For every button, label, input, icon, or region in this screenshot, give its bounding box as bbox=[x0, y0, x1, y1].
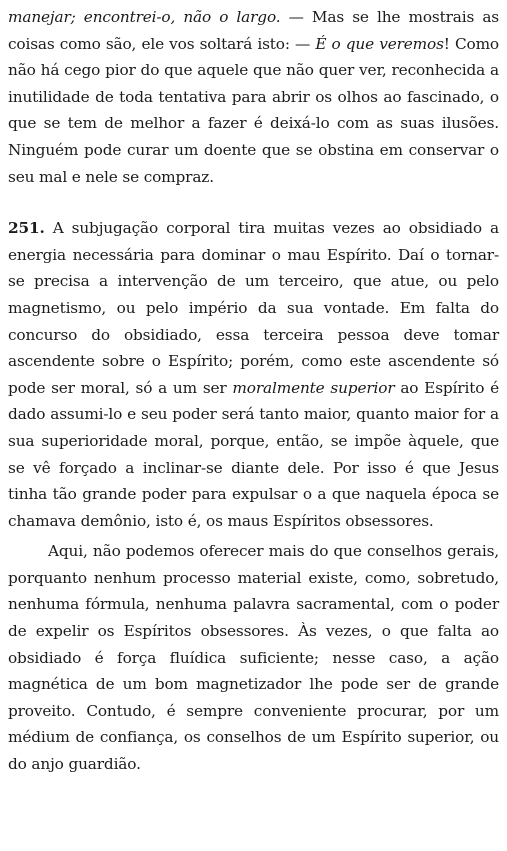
paragraph-text: — Mas se lhe mostrais as coisas como são, ele vos soltará isto: — bbox=[8, 8, 499, 53]
paragraph-text: ! Como não há cego pior do que aquele que não quer ver, reconhecida a inutilidade de toda tentativa para abrir os olhos ao fascinado, o que se tem de melhor a fazer é deixá-lo com as suas ilusões. Ninguém pode curar um doente que se obstina em conservar o seu mal e nele se compraz. bbox=[8, 34, 499, 186]
paragraph-advice bbox=[8, 538, 499, 777]
paragraph-text: A subjugação corporal tira muitas vezes ao obsidiado a energia necessária para dominar o mau Espírito. Daí o tornar-se precisa a intervenção de um terceiro, que atue, ou pelo magnetismo, ou pelo império da sua vontade. Em falta do concurso do obsidiado, essa terceira pessoa deve tomar ascendente sobre o Espírito; porém, como este ascendente só pode ser moral, só a um ser bbox=[8, 219, 499, 397]
italic-phrase: moralmente superior bbox=[232, 378, 395, 397]
paragraph-continuation bbox=[8, 4, 499, 190]
paragraph-number: 251. bbox=[8, 219, 45, 238]
paragraph-text: Aqui, não podemos oferecer mais do que conselhos gerais, porquanto nenhum processo material existe, como, sobretudo, nenhuma fórmula, nenhuma palavra sacramental, com o poder de expelir os Espíritos obsessores. Às vezes, o que falta ao obsidiado é força fluídica suficiente; nesse caso, a ação magnética de um bom magnetizador lhe pode ser de grande proveito. Contudo, é sempre conveniente procurar, por um médium de confiança, os conselhos de um Espírito superior, ou do anjo guardião. bbox=[8, 542, 499, 774]
italic-phrase: manejar; encontrei-o, não o largo. bbox=[8, 8, 281, 26]
paragraph-251 bbox=[8, 215, 499, 534]
italic-phrase: É o que veremos bbox=[315, 34, 444, 53]
paragraph-text: ao Espírito é dado assumi-lo e seu poder será tanto maior, quanto maior for a sua superioridade moral, porque, então, se impõe àquele, que se vê forçado a inclinar-se diante dele. Por isso é que Jesus tinha tão grande poder para expulsar o a que naquela época se chamava demônio, isto é, os maus Espíritos obsessores. bbox=[8, 378, 499, 530]
